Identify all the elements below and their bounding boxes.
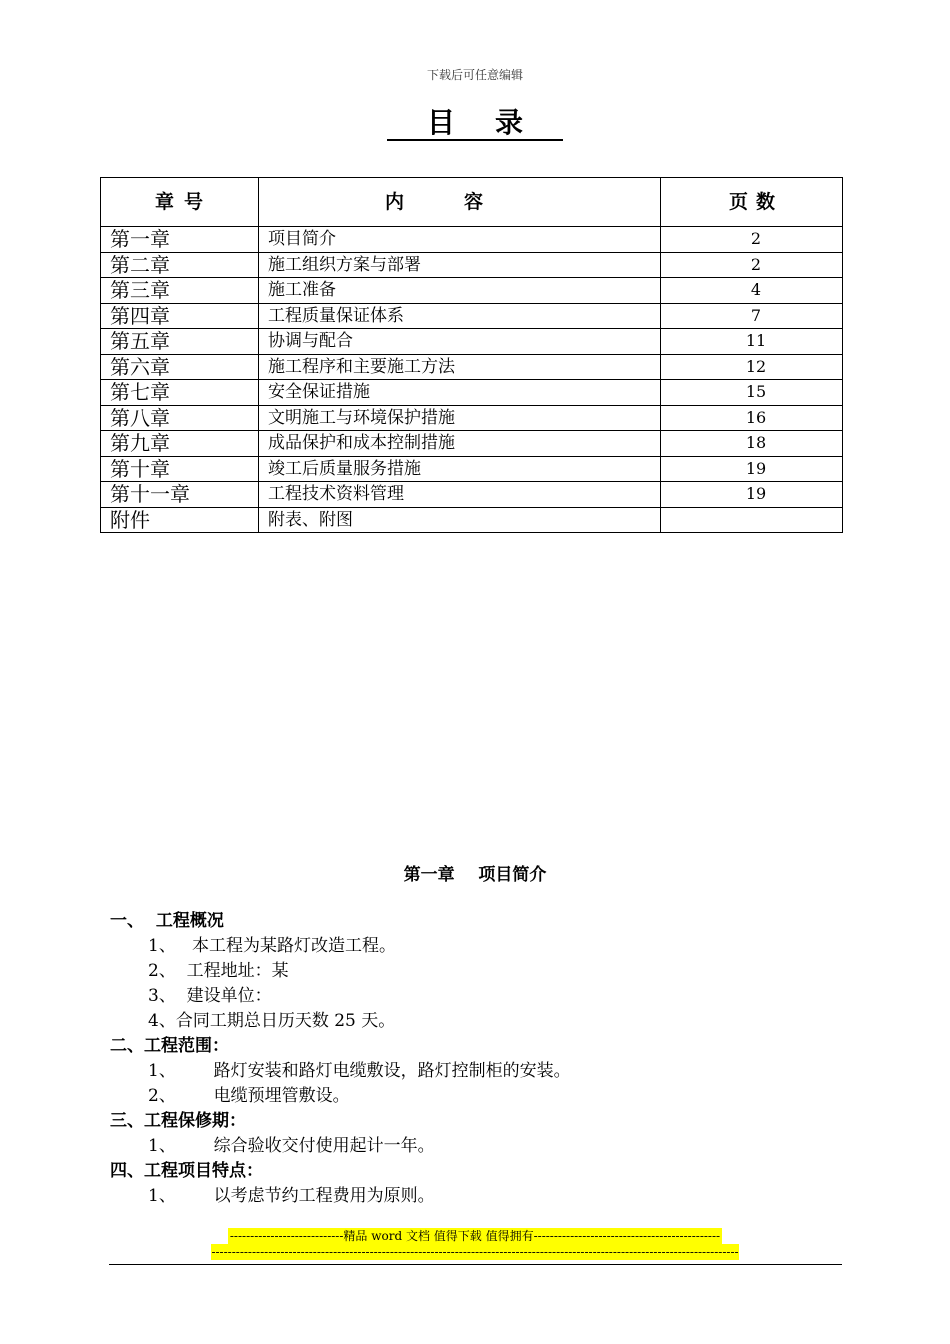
toc-title-text: 目录: [387, 106, 563, 141]
toc-chapter: 第八章: [101, 405, 259, 431]
list-item: 1、 路灯安装和路灯电缆敷设，路灯控制柜的安装。: [148, 1061, 571, 1081]
list-item: 1、 综合验收交付使用起计一年。: [148, 1136, 435, 1156]
toc-page: 18: [661, 431, 843, 457]
toc-page: 2: [661, 252, 843, 278]
toc-page: 2: [661, 227, 843, 253]
toc-header-page: 页数: [661, 178, 843, 227]
list-item: 3、 建设单位：: [148, 986, 272, 1006]
toc-page: 7: [661, 303, 843, 329]
section-heading: 二、工程范围：: [110, 1036, 229, 1056]
table-row: [101, 507, 843, 533]
list-item: 2、 工程地址：某: [148, 961, 289, 981]
footer-line-2: ----------------------------------------------------------------------------------------------------------------------------------: [211, 1245, 739, 1259]
table-row: [101, 456, 843, 482]
list-item: 1、 以考虑节约工程费用为原则。: [148, 1186, 435, 1206]
toc-page: 19: [661, 456, 843, 482]
toc-chapter: 第十章: [101, 456, 259, 482]
toc-chapter: 第六章: [101, 354, 259, 380]
table-row: [101, 227, 843, 253]
toc-content: 施工准备: [259, 278, 661, 304]
list-item: 1、 本工程为某路灯改造工程。: [148, 936, 397, 956]
toc-chapter: 第三章: [101, 278, 259, 304]
toc-content: 项目简介: [259, 227, 661, 253]
toc-content: 成品保护和成本控制措施: [259, 431, 661, 457]
table-row: [101, 354, 843, 380]
toc-content: 施工组织方案与部署: [259, 252, 661, 278]
toc-page: 4: [661, 278, 843, 304]
toc-page: 15: [661, 380, 843, 406]
chapter-title: 第一章 项目简介: [403, 865, 547, 885]
toc-page: 19: [661, 482, 843, 508]
table-row: [101, 278, 843, 304]
toc-page: 16: [661, 405, 843, 431]
toc-table: [100, 177, 843, 533]
toc-content: 施工程序和主要施工方法: [259, 354, 661, 380]
toc-content: 附表、附图: [259, 507, 661, 533]
table-row: [101, 431, 843, 457]
table-row: [101, 405, 843, 431]
toc-page: 11: [661, 329, 843, 355]
header-note: 下载后可任意编辑: [426, 68, 523, 82]
footer-line-1: ----------------------------精品 word 文档 值得下载 值得拥有----------------------------------------------: [229, 1229, 721, 1243]
toc-content: 工程质量保证体系: [259, 303, 661, 329]
toc-chapter: 第一章: [101, 227, 259, 253]
toc-chapter: 第五章: [101, 329, 259, 355]
toc-page: 12: [661, 354, 843, 380]
footer-divider: [109, 1264, 842, 1265]
toc-chapter: 第九章: [101, 431, 259, 457]
list-item: 2、 电缆预埋管敷设。: [148, 1086, 350, 1106]
toc-content: 文明施工与环境保护措施: [259, 405, 661, 431]
footer-banner: [0, 1228, 950, 1260]
table-row: [101, 252, 843, 278]
toc-chapter: 第七章: [101, 380, 259, 406]
toc-header-row: [101, 178, 843, 227]
table-row: [101, 380, 843, 406]
toc-chapter: 第十一章: [101, 482, 259, 508]
toc-page: [661, 507, 843, 533]
toc-chapter: 第二章: [101, 252, 259, 278]
list-item: 4、合同工期总日历天数 25 天。: [148, 1011, 396, 1031]
section-heading: 一、 工程概况: [110, 911, 224, 931]
toc-content: 安全保证措施: [259, 380, 661, 406]
toc-header-chapter: 章号: [101, 178, 259, 227]
table-row: [101, 303, 843, 329]
section-heading: 四、工程项目特点：: [110, 1161, 263, 1181]
chapter-body: [110, 909, 850, 1209]
toc-header-content: 内容: [259, 178, 661, 227]
toc-title: [0, 108, 950, 139]
toc-chapter: 第四章: [101, 303, 259, 329]
toc-content: 协调与配合: [259, 329, 661, 355]
table-row: [101, 329, 843, 355]
toc-content: 工程技术资料管理: [259, 482, 661, 508]
toc-content: 竣工后质量服务措施: [259, 456, 661, 482]
section-heading: 三、工程保修期：: [110, 1111, 246, 1131]
toc-chapter: 附件: [101, 507, 259, 533]
table-row: [101, 482, 843, 508]
